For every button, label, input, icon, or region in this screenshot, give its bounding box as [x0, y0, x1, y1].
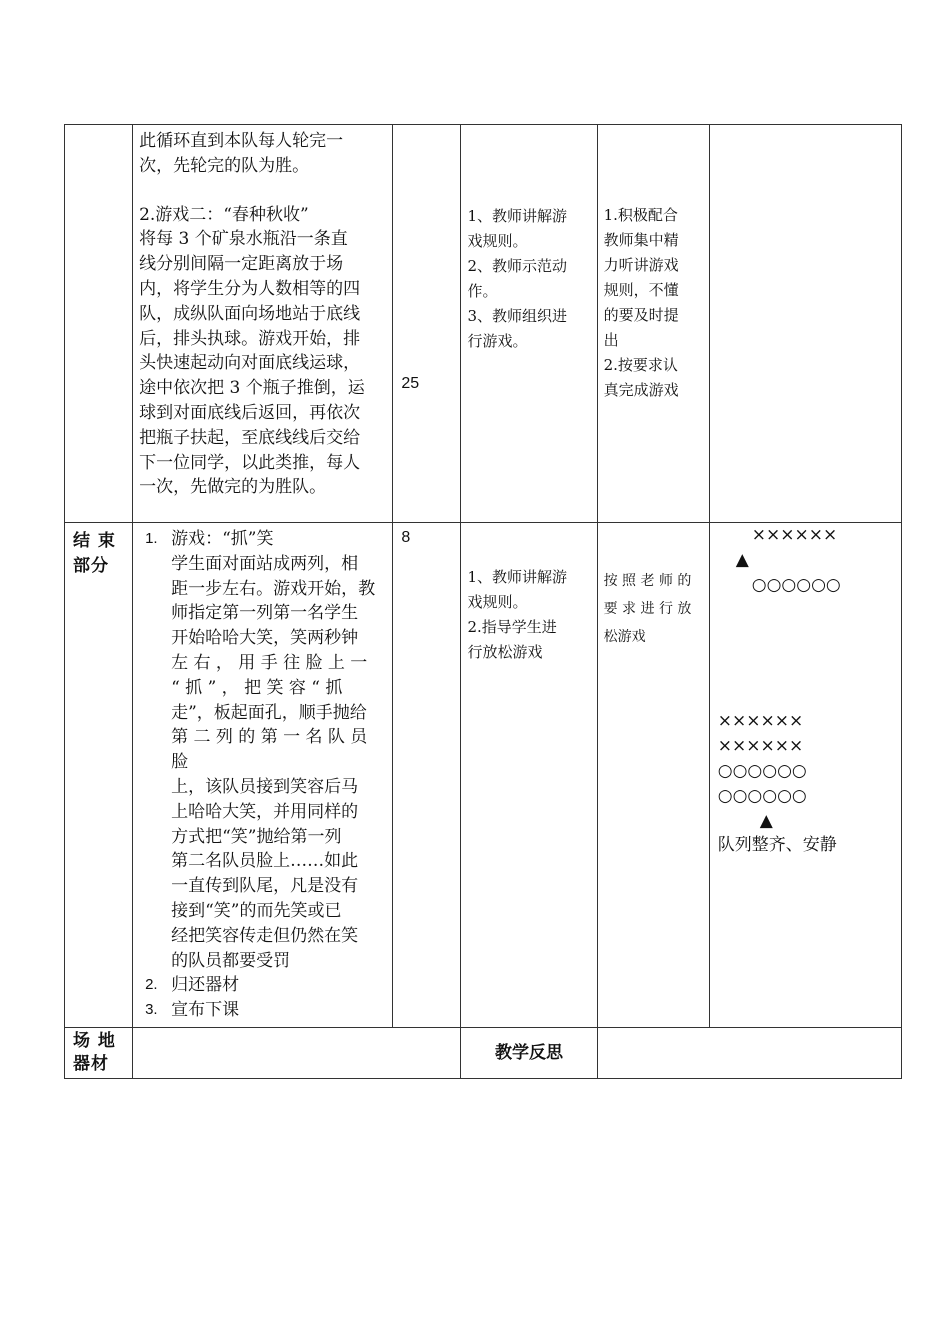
text-line: 戏规则。 — [467, 593, 528, 611]
list-marker: 1. — [145, 530, 158, 547]
section-title-line: 部分 — [73, 555, 109, 576]
text-line: 此循环直到本队每人轮完一 — [139, 131, 344, 151]
venue-equipment-cell — [133, 1027, 461, 1078]
content-cell — [133, 523, 393, 1028]
text-line: 球到对面底线后返回，再依次 — [139, 402, 361, 423]
text-line: 内，将学生分为人数相等的四 — [139, 278, 361, 299]
list-item — [139, 973, 386, 998]
table-row-games — [65, 125, 902, 523]
time-cell — [393, 125, 461, 523]
text-line: 后，排头执球。游戏开始，排 — [139, 328, 361, 349]
student-activity-cell — [597, 523, 709, 1028]
text-line: 3、教师组织进 — [467, 307, 567, 325]
formation-row-x: ×××××× — [751, 525, 838, 545]
teacher-activity-cell — [461, 125, 597, 523]
teacher-activity-cell — [461, 523, 597, 1028]
text-line: 戏规则。 — [467, 232, 528, 250]
text-line: 松游戏 — [603, 629, 646, 645]
reflection-label: 教学反思 — [461, 1027, 597, 1078]
text-line: 作。 — [467, 282, 498, 300]
teacher-activity-text — [467, 565, 590, 665]
section-title-line: 场 地 — [73, 1030, 116, 1051]
text-line: 一直传到队尾，凡是没有 — [171, 876, 359, 897]
text-line: 2、教师示范动 — [467, 257, 567, 275]
time-value: 25 — [401, 375, 420, 392]
text-line: 把瓶子扶起，至底线线后交给 — [139, 427, 361, 448]
teacher-triangle: ▲ — [735, 549, 749, 570]
section-cell-empty — [65, 125, 133, 523]
text-line: 次，先轮完的队为胜。 — [139, 155, 310, 176]
teacher-activity-text — [467, 204, 590, 354]
text-line: 2.按要求认 — [603, 356, 678, 374]
teacher-triangle: ▲ — [759, 810, 773, 831]
reflection-cell — [597, 1027, 901, 1078]
text-line: 第二名队员脸上……如此 — [171, 851, 359, 872]
formation-cell — [709, 523, 901, 1028]
student-activity-text — [604, 203, 703, 403]
text-line: 经把笑容传走但仍然在笑 — [171, 925, 359, 946]
time-cell — [393, 523, 461, 1028]
time-value: 8 — [401, 529, 411, 546]
text-line: 师指定第一列第一名学生 — [171, 603, 359, 624]
lesson-plan-table — [64, 124, 902, 1079]
section-title-ending — [65, 523, 133, 1028]
text-line: 下一位同学，以此类推，每人 — [139, 452, 361, 473]
list-item — [139, 998, 386, 1023]
text-line: 要 求 进 行 放 — [603, 601, 692, 617]
text-line: 左 右 ， 用 手 往 脸 上 一 — [171, 652, 368, 673]
list-marker: 2. — [145, 976, 158, 994]
content-cell — [133, 125, 393, 523]
text-line: 距一步左右。游戏开始，教 — [171, 578, 376, 599]
formation-cell-empty — [709, 125, 901, 523]
text-line: 途中依次把 3 个瓶子推倒，运 — [139, 378, 365, 399]
formation-caption: 队列整齐、安静 — [717, 835, 837, 856]
text-line: 2.指导学生进 — [467, 618, 557, 636]
section-title-venue — [65, 1027, 133, 1078]
formation-row: ×××××× — [717, 711, 804, 732]
formation-row-o: ○○○○○○ — [751, 574, 841, 595]
table-row-venue — [65, 1027, 902, 1078]
text-line — [139, 179, 386, 203]
text-line: 的要及时提 — [603, 306, 679, 324]
text-line: 1、教师讲解游 — [467, 207, 567, 225]
text-line: 行游戏。 — [467, 332, 528, 350]
text-line: 2.游戏二：“春种秋收” — [139, 204, 309, 225]
text-line: 开始哈哈大笑，笑两秒钟 — [171, 628, 359, 649]
student-activity-cell — [597, 125, 709, 523]
text-line: 真完成游戏 — [603, 381, 679, 399]
section-title-line: 结 束 — [73, 531, 116, 551]
formation-bottom — [710, 709, 901, 858]
text-line: 归还器材 — [171, 975, 240, 996]
text-line: 出 — [603, 331, 619, 349]
text-line: 队，成纵队面向场地站于底线 — [139, 303, 361, 324]
text-line: 上，该队员接到笑容后马 — [171, 776, 359, 797]
text-line: 力听讲游戏 — [603, 256, 679, 274]
text-line: 宣布下课 — [171, 1000, 240, 1021]
formation-row: ×××××× — [717, 736, 804, 757]
ending-items-list — [139, 527, 386, 1023]
text-line: 游戏：“抓”笑 — [171, 529, 274, 549]
text-line: 一次，先做完的为胜队。 — [139, 477, 327, 498]
text-line: 按 照 老 师 的 — [603, 573, 692, 589]
text-line: 第 二 列 的 第 一 名 队 员 脸 — [171, 727, 368, 773]
text-line: 的队员都要受罚 — [171, 950, 291, 971]
section-title-line: 器材 — [73, 1053, 109, 1074]
text-line: “ 抓 ” ， 把 笑 容 “ 抓 — [171, 677, 343, 698]
text-line: 上哈哈大笑，并用同样的 — [171, 801, 359, 822]
text-line: 学生面对面站成两列，相 — [171, 553, 359, 574]
formation-row: ○○○○○○ — [717, 785, 807, 806]
list-item — [139, 527, 386, 973]
text-line: 行放松游戏 — [467, 643, 543, 661]
game-description — [139, 129, 386, 500]
text-line: 头快速起动向对面底线运球， — [139, 353, 361, 374]
formation-row: ○○○○○○ — [717, 760, 807, 781]
text-line: 线分别间隔一定距离放于场 — [139, 254, 344, 275]
table-row-ending — [65, 523, 902, 1028]
text-line: 走”，板起面孔，顺手抛给 — [171, 702, 367, 723]
list-marker: 3. — [145, 1001, 158, 1019]
text-line: 方式把“笑”抛给第一列 — [171, 826, 342, 847]
text-line: 接到“笑”的而先笑或已 — [171, 900, 342, 921]
student-activity-text — [604, 567, 703, 651]
text-line: 规则，不懂 — [603, 281, 679, 299]
formation-top — [710, 523, 901, 597]
text-line: 1、教师讲解游 — [467, 568, 567, 586]
text-line: 教师集中精 — [603, 231, 679, 249]
text-line: 1.积极配合 — [603, 206, 678, 224]
text-line: 将每 3 个矿泉水瓶沿一条直 — [139, 229, 348, 250]
